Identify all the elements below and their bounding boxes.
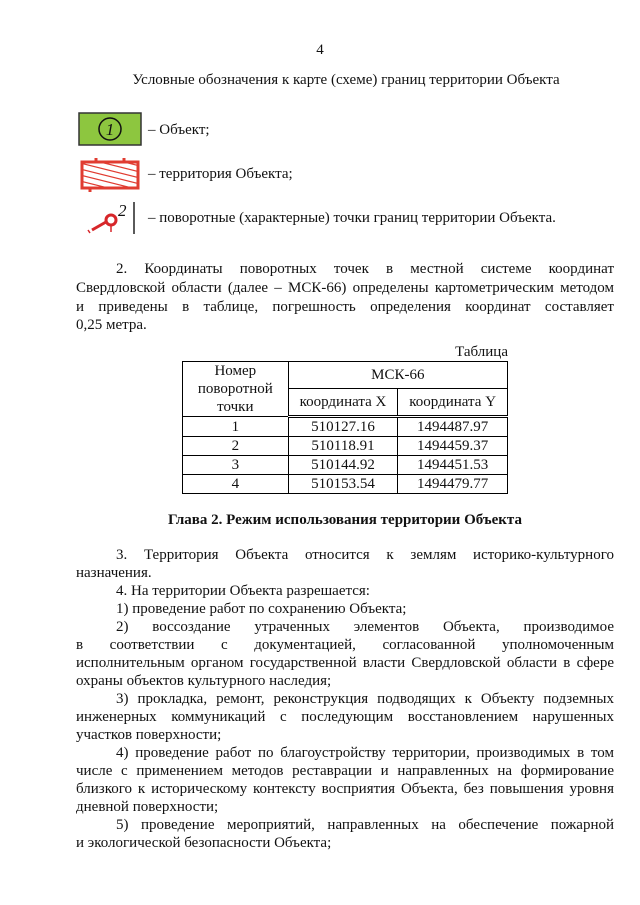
list-item-2-line-2: в соответствии с документацией, согласованной уполномоченным xyxy=(76,637,614,653)
table-cell-x: 510153.54 xyxy=(288,475,398,494)
item4-heading: 4. На территории Объекта разрешается: xyxy=(116,583,370,599)
table-cell-y: 1494479.77 xyxy=(398,475,508,494)
coordinates-table xyxy=(182,361,508,494)
legend-item-territory xyxy=(78,156,618,196)
list-item-4-line-2: числе с применением методов реставрации и направленных на формирование xyxy=(76,763,614,779)
table-row xyxy=(183,456,508,475)
table-row xyxy=(183,417,508,437)
table-cell-y: 1494487.97 xyxy=(398,417,508,437)
legend-item-object xyxy=(78,112,618,152)
list-item-1: 1) проведение работ по сохранению Объекта; xyxy=(116,601,407,617)
object-marker-icon xyxy=(78,112,142,150)
page-number: 4 xyxy=(316,42,324,58)
list-item-5-line-1: 5) проведение мероприятий, направленных на обеспечение пожарной xyxy=(116,817,614,833)
chapter-title: Глава 2. Режим использования территории Объекта xyxy=(168,512,522,528)
list-item-2-line-3: исполнительным органом государственной власти Свердловской области в сфере xyxy=(76,655,614,671)
section2-line-2: Свердловской области (далее – МСК-66) определены картометрическим методом xyxy=(76,280,614,296)
object-marker-label: 1 xyxy=(105,120,115,139)
table-cell-y: 1494451.53 xyxy=(398,456,508,475)
table-cell-x: 510127.16 xyxy=(288,417,398,437)
table-header-point: Номер поворотной точки xyxy=(183,362,289,417)
boundary-point-label: 2 xyxy=(118,201,127,220)
table-cell-n: 1 xyxy=(183,417,289,437)
table-cell-x: 510118.91 xyxy=(288,437,398,456)
table-cell-x: 510144.92 xyxy=(288,456,398,475)
list-item-4-line-4: дневной поверхности; xyxy=(76,799,219,815)
table-header-y: координата Y xyxy=(398,388,508,416)
legend-text-boundary-point: – поворотные (характерные) точки границ территории Объекта. xyxy=(148,210,556,226)
legend-item-boundary-point xyxy=(78,200,618,240)
list-item-2-line-4: охраны объектов культурного наследия; xyxy=(76,673,332,689)
list-item-3-line-2: инженерных коммуникаций с последующим восстановлением нарушенных xyxy=(76,709,614,725)
list-item-3-line-3: участков поверхности; xyxy=(76,727,222,743)
table-cell-n: 3 xyxy=(183,456,289,475)
item3-line-2: назначения. xyxy=(76,565,152,581)
section2-line-1: 2. Координаты поворотных точек в местной системе координат xyxy=(116,261,614,277)
item3-line-1: 3. Территория Объекта относится к землям историко-культурного xyxy=(116,547,614,563)
table-cell-y: 1494459.37 xyxy=(398,437,508,456)
table-caption: Таблица xyxy=(455,344,508,360)
list-item-3-line-1: 3) прокладка, ремонт, реконструкция подводящих к Объекту подземных xyxy=(116,691,614,707)
table-cell-n: 2 xyxy=(183,437,289,456)
list-item-4-line-1: 4) проведение работ по благоустройству территории, производимых в том xyxy=(116,745,614,761)
table-cell-n: 4 xyxy=(183,475,289,494)
boundary-point-icon xyxy=(78,200,142,238)
legend-text-territory: – территория Объекта; xyxy=(148,166,293,182)
list-item-4-line-3: близкого к историческому контексту восприятия Объекта, без повышения уровня xyxy=(76,781,614,797)
list-item-5-line-2: и экологической безопасности Объекта; xyxy=(76,835,332,851)
table-row xyxy=(183,437,508,456)
table-row xyxy=(183,475,508,494)
list-item-2-line-1: 2) воссоздание утраченных элементов Объекта, производимое xyxy=(116,619,614,635)
territory-hatch-icon xyxy=(78,156,142,194)
table-header-system: МСК-66 xyxy=(288,362,507,389)
section2-line-4: 0,25 метра. xyxy=(76,317,147,333)
legend-title: Условные обозначения к карте (схеме) границ территории Объекта xyxy=(132,72,560,88)
table-header-x: координата X xyxy=(288,388,398,416)
section2-line-3: и приведены в таблице, погрешность определения координат составляет xyxy=(76,299,614,315)
legend-text-object: – Объект; xyxy=(148,122,210,138)
